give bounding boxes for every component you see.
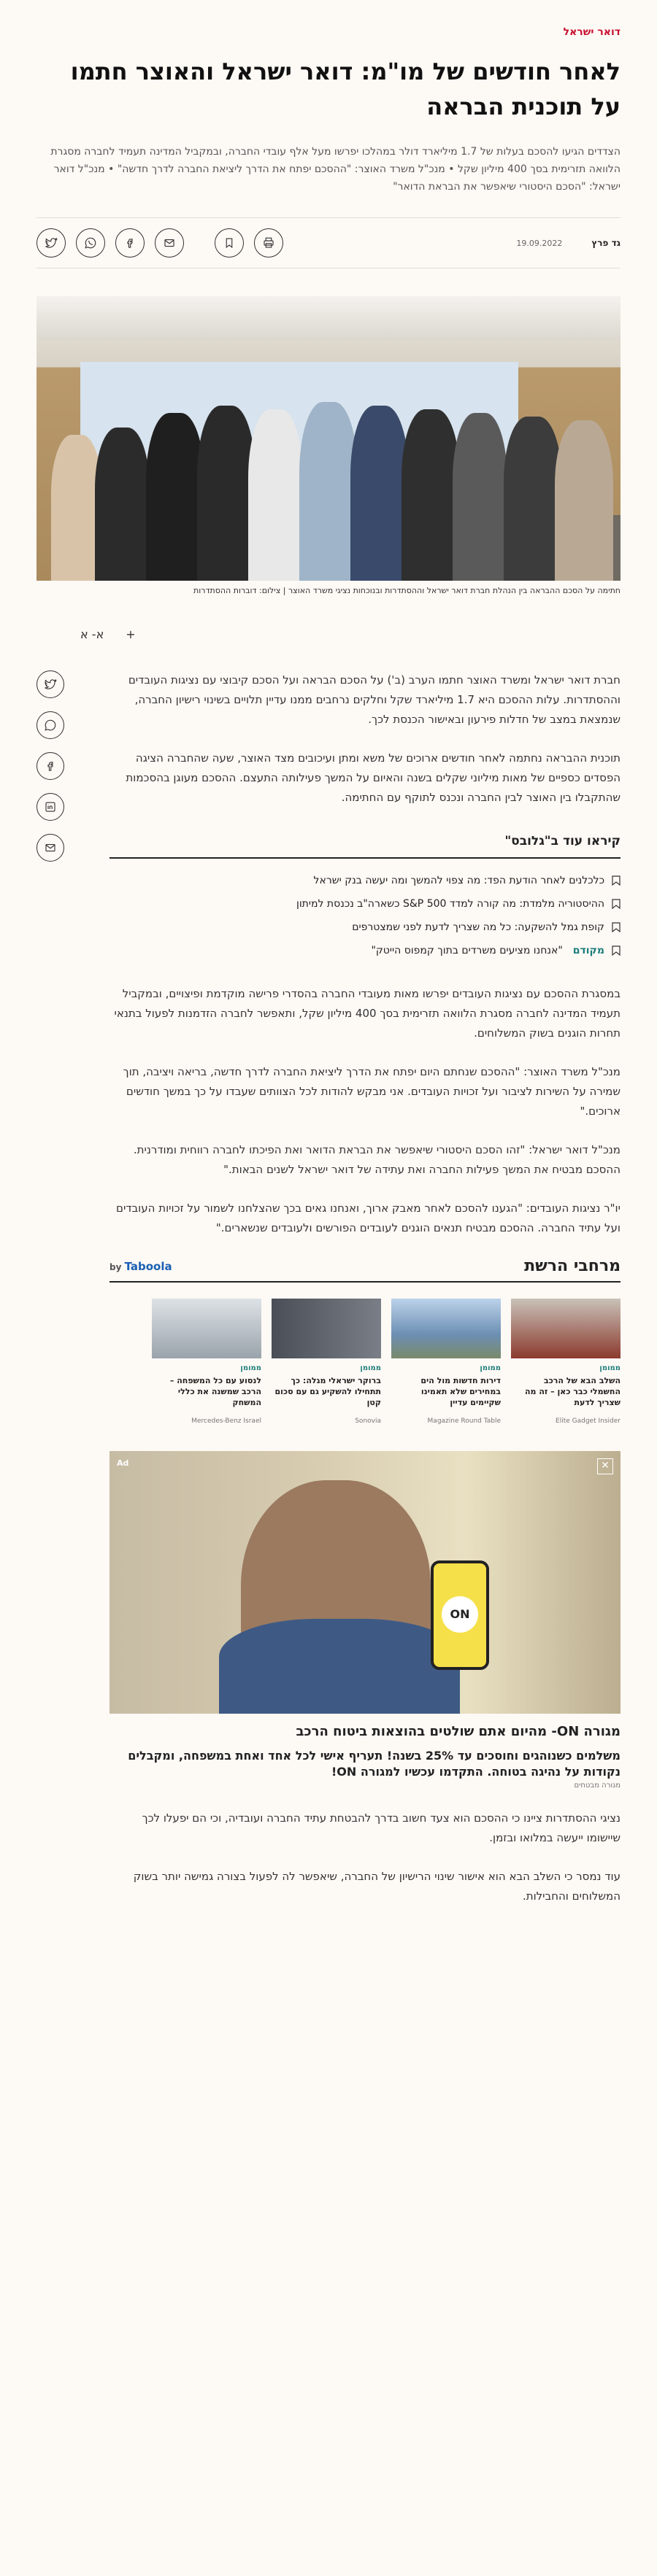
email-share-button[interactable]	[155, 228, 184, 258]
promo-card-tag: ממומן	[360, 1364, 381, 1372]
whatsapp-icon	[44, 719, 57, 732]
twitter-icon	[44, 678, 57, 691]
promo-card-source: Elite Gadget Insider	[556, 1417, 620, 1425]
font-increase-button[interactable]: א+	[80, 627, 136, 641]
side-facebook-button[interactable]	[36, 752, 64, 780]
read-more-title: קיראו עוד ב"גלובס"	[110, 834, 620, 859]
article	[36, 670, 620, 1425]
article-paragraph: במסגרת ההסכם עם נציגות העובדים יפרשו מאות מעובדי החברה בהסדרי פרישה מוקדמת ופיצויים, ובמקביל תעמיד המדינה לחברה מסגרת הלוואה תזרימית בסך 400 מיליון שקל, ותאפשר לחברה הזדמנות לפעול בתנאי תחרות הוגנים בשוק המשלוחים.	[114, 987, 620, 1040]
twitter-icon	[45, 236, 58, 250]
read-more-item-text[interactable]: ההיסטוריה מלמדת: מה קורה למדד S&P 500 כשארה"ב נכנסת למיתון	[296, 898, 604, 910]
promo-card-title[interactable]: ברוקר ישראלי מגלה: כך תתחילו להשקיע גם עם סכום קטן	[274, 1376, 381, 1407]
bookmark-icon	[612, 945, 620, 956]
read-more-item-text[interactable]: כלכלנים לאחר הודעת הפד: מה צפוי להמשך ומה יעשה בנק ישראל	[313, 875, 604, 886]
article-paragraph: תוכנית ההבראה נחתמה לאחר חודשים ארוכים של משא ומתן ועיכובים מצד האוצר, שעה שהחברה הציגה הפסדים כספיים של מאות מיליוני שקלים בשנה והאיום על המשך פעילותה התעצם. ההסכם מעוגן בהסכמות שהתקבלו בין האוצר לבין החברה ונכנס לתוקף עם החתימה.	[126, 751, 620, 804]
promo-card-source: Sonovia	[355, 1417, 381, 1425]
promo-card-image[interactable]	[391, 1299, 501, 1358]
ad-title[interactable]: מגורה ON- מהיום אתם שולטים בהוצאות ביטוח הרכב	[296, 1724, 620, 1739]
facebook-icon	[123, 236, 137, 250]
promo-card-title[interactable]: דירות חדשות מול הים במחירים שלא תאמינו שקיימים עדיין	[420, 1376, 501, 1407]
category-label[interactable]: דואר ישראל	[563, 26, 620, 38]
article-paragraph: עוד נמסר כי השלב הבא הוא אישור שינוי הרישיון של החברה, שיאפשר לה לפעול בצורה גמישה יותר בשוק המשלוחים והחבילות.	[133, 1870, 620, 1903]
ad-text[interactable]: משלמים כשנוהגים וחוסכים עד 25% בשנה! תעריף אישי לכל אחד ואחת במשפחה, ומקבלים נקודות על נהיגה בטוחה. התקדמו עכשיו למגורה ON!	[128, 1749, 620, 1779]
taboola-logo[interactable]: by Taboola	[110, 1259, 172, 1273]
promo-card[interactable]	[272, 1299, 381, 1425]
promo-card-title[interactable]: השלב הבא של הרכב החשמלי כבר כאן – זה מה שצריך לדעת	[524, 1376, 620, 1407]
read-more-list	[110, 869, 620, 962]
email-icon	[44, 841, 57, 854]
bookmark-icon	[612, 922, 620, 932]
promo-card-source: Magazine Round Table	[427, 1417, 501, 1425]
promo-card-tag: ממומן	[480, 1364, 501, 1372]
share-toolbar	[36, 228, 283, 258]
ad-source: מגורה מבטחים	[574, 1782, 620, 1790]
side-whatsapp-button[interactable]	[36, 711, 64, 739]
bookmark-icon	[612, 899, 620, 909]
facebook-icon	[44, 759, 57, 773]
byline-info	[516, 238, 620, 248]
facebook-share-button[interactable]	[115, 228, 145, 258]
ad-label: Ad	[117, 1458, 129, 1468]
linkedin-icon	[44, 800, 57, 813]
promo-card[interactable]	[391, 1299, 501, 1425]
hero-caption: חתימה על הסכם ההבראה בין הנהלת חברת דואר ישראל וההסתדרות ובנוכחות נציגי משרד האוצר | צילום: דוברות ההסתדרות	[193, 586, 620, 595]
headline: לאחר חודשים של מו"מ: דואר ישראל והאוצר חתמו על תוכנית הבראה	[70, 58, 620, 120]
read-more-item[interactable]	[110, 916, 620, 939]
author-name[interactable]: גד פרץ	[591, 238, 620, 248]
promo-card-source: Mercedes-Benz Israel	[191, 1417, 261, 1425]
print-button[interactable]	[254, 228, 283, 258]
side-linkedin-button[interactable]	[36, 793, 64, 821]
promo-title: מרחבי הרשת	[524, 1257, 620, 1275]
whatsapp-icon	[84, 236, 97, 250]
article-paragraph: נציגי ההסתדרות ציינו כי ההסכם הוא צעד חשוב בדרך להבטחת עתיד החברה ועובדיה, וכי הם יפעלו לכך שיישומו ייעשה במלואו ובזמן.	[142, 1811, 620, 1844]
read-more-item[interactable]	[110, 869, 620, 892]
side-twitter-button[interactable]	[36, 670, 64, 698]
promo-section	[110, 1257, 620, 1425]
bookmark-button[interactable]	[215, 228, 244, 258]
promo-card-tag: ממומן	[240, 1364, 261, 1372]
publish-date: 19.09.2022	[516, 238, 563, 248]
side-email-button[interactable]	[36, 834, 64, 862]
promo-card-image[interactable]	[511, 1299, 620, 1358]
read-more-item[interactable]	[110, 939, 620, 962]
bookmark-icon	[612, 875, 620, 886]
ad-close-button[interactable]: ✕	[597, 1458, 613, 1474]
read-more-item[interactable]	[110, 892, 620, 916]
subtitle: הצדדים הגיעו להסכם בעלות של 1.7 מיליארד דולר במהלכו יפרשו מעל אלף עובדי החברה, ובמקביל המדינה תעמיד לחברה מסגרת הלוואה תזרימית בסך 400 מיליון שקל • מנכ"ל משרד האוצר: "ההסכם יפתח את הדרך ליציאת החברה לדרך חדשה" • מנכ"ל דואר ישראל: "הסכם היסטורי שיאפשר את הבראת הדואר"	[50, 146, 620, 193]
font-size-controls	[36, 627, 620, 641]
promo-card-tag: ממומן	[599, 1364, 620, 1372]
article-paragraph: חברת דואר ישראל ומשרד האוצר חתמו הערב (ב') על הסכם הבראה ועל הסכם קיבוצי עם נציגות העובדים וההסתדרות. עלות ההסכם היא 1.7 מיליארד שקל וחלקים נרחבים ממנו עדיין תלויים בשינוי רישיון החברה, שנמצאת במצב של חדלות פירעון ובאישור הכנסת לכך.	[128, 673, 620, 726]
promo-card-image[interactable]	[152, 1299, 261, 1358]
promo-card-image[interactable]	[272, 1299, 381, 1358]
ad-video[interactable]	[110, 1451, 620, 1714]
article-paragraph: מנכ"ל דואר ישראל: "זהו הסכם היסטורי שיאפשר את הבראת הדואר ואת הפיכתו לחברה רווחית ומודרנית. ההסכם מבטיח את המשך פעילות החברה ואת עתידה של דואר ישראל לשנים הבאות."	[133, 1143, 620, 1176]
video-ad[interactable]	[110, 1451, 620, 1790]
font-decrease-button[interactable]: א-	[91, 627, 104, 641]
twitter-share-button[interactable]	[36, 228, 66, 258]
promo-card[interactable]	[511, 1299, 620, 1425]
on-brand-icon: ON	[442, 1596, 478, 1633]
bookmark-icon	[223, 236, 236, 250]
whatsapp-share-button[interactable]	[76, 228, 105, 258]
promo-card-title[interactable]: לנסוע עם כל המשפחה – הרכב שמשנה את כללי המשחק	[169, 1376, 261, 1407]
read-more-item-text[interactable]: קופת גמל להשקעה: כל מה שצריך לדעת לפני שמצטרפים	[352, 921, 604, 933]
article-paragraph: מנכ"ל משרד האוצר: "ההסכם שנחתם היום יפתח את הדרך ליציאת החברה לדרך חדשה, בריאה ויציבה, תוך שמירה על השירות לציבור ועל זכויות העובדים. אני מבקש להודות לכל הצוותים שעבדו על כך במשך חודשים ארוכים."	[123, 1065, 620, 1118]
article-body	[110, 670, 620, 1425]
sponsored-tag: מקודם	[572, 945, 604, 956]
read-more-item-text[interactable]: "אנחנו מציעים משרדים בתוך קמפוס הייטק"	[371, 945, 563, 956]
print-icon	[262, 236, 275, 250]
promo-card[interactable]	[152, 1299, 261, 1425]
promo-cards	[110, 1299, 620, 1425]
hero-image	[36, 296, 620, 581]
byline-bar	[36, 217, 620, 268]
article-paragraph: יו"ר נציגות העובדים: "הגענו להסכם לאחר מאבק ארוך, ואנחנו גאים בכך שהצלחנו לשמור על זכויות העובדים ועל עתיד החברה. ההסכם מבטיח תנאים הוגנים לעובדים הפורשים ולעובדים שנשארים."	[116, 1202, 620, 1234]
email-icon	[163, 236, 176, 250]
article-tail	[110, 1809, 620, 1906]
side-share-bar	[36, 670, 64, 862]
